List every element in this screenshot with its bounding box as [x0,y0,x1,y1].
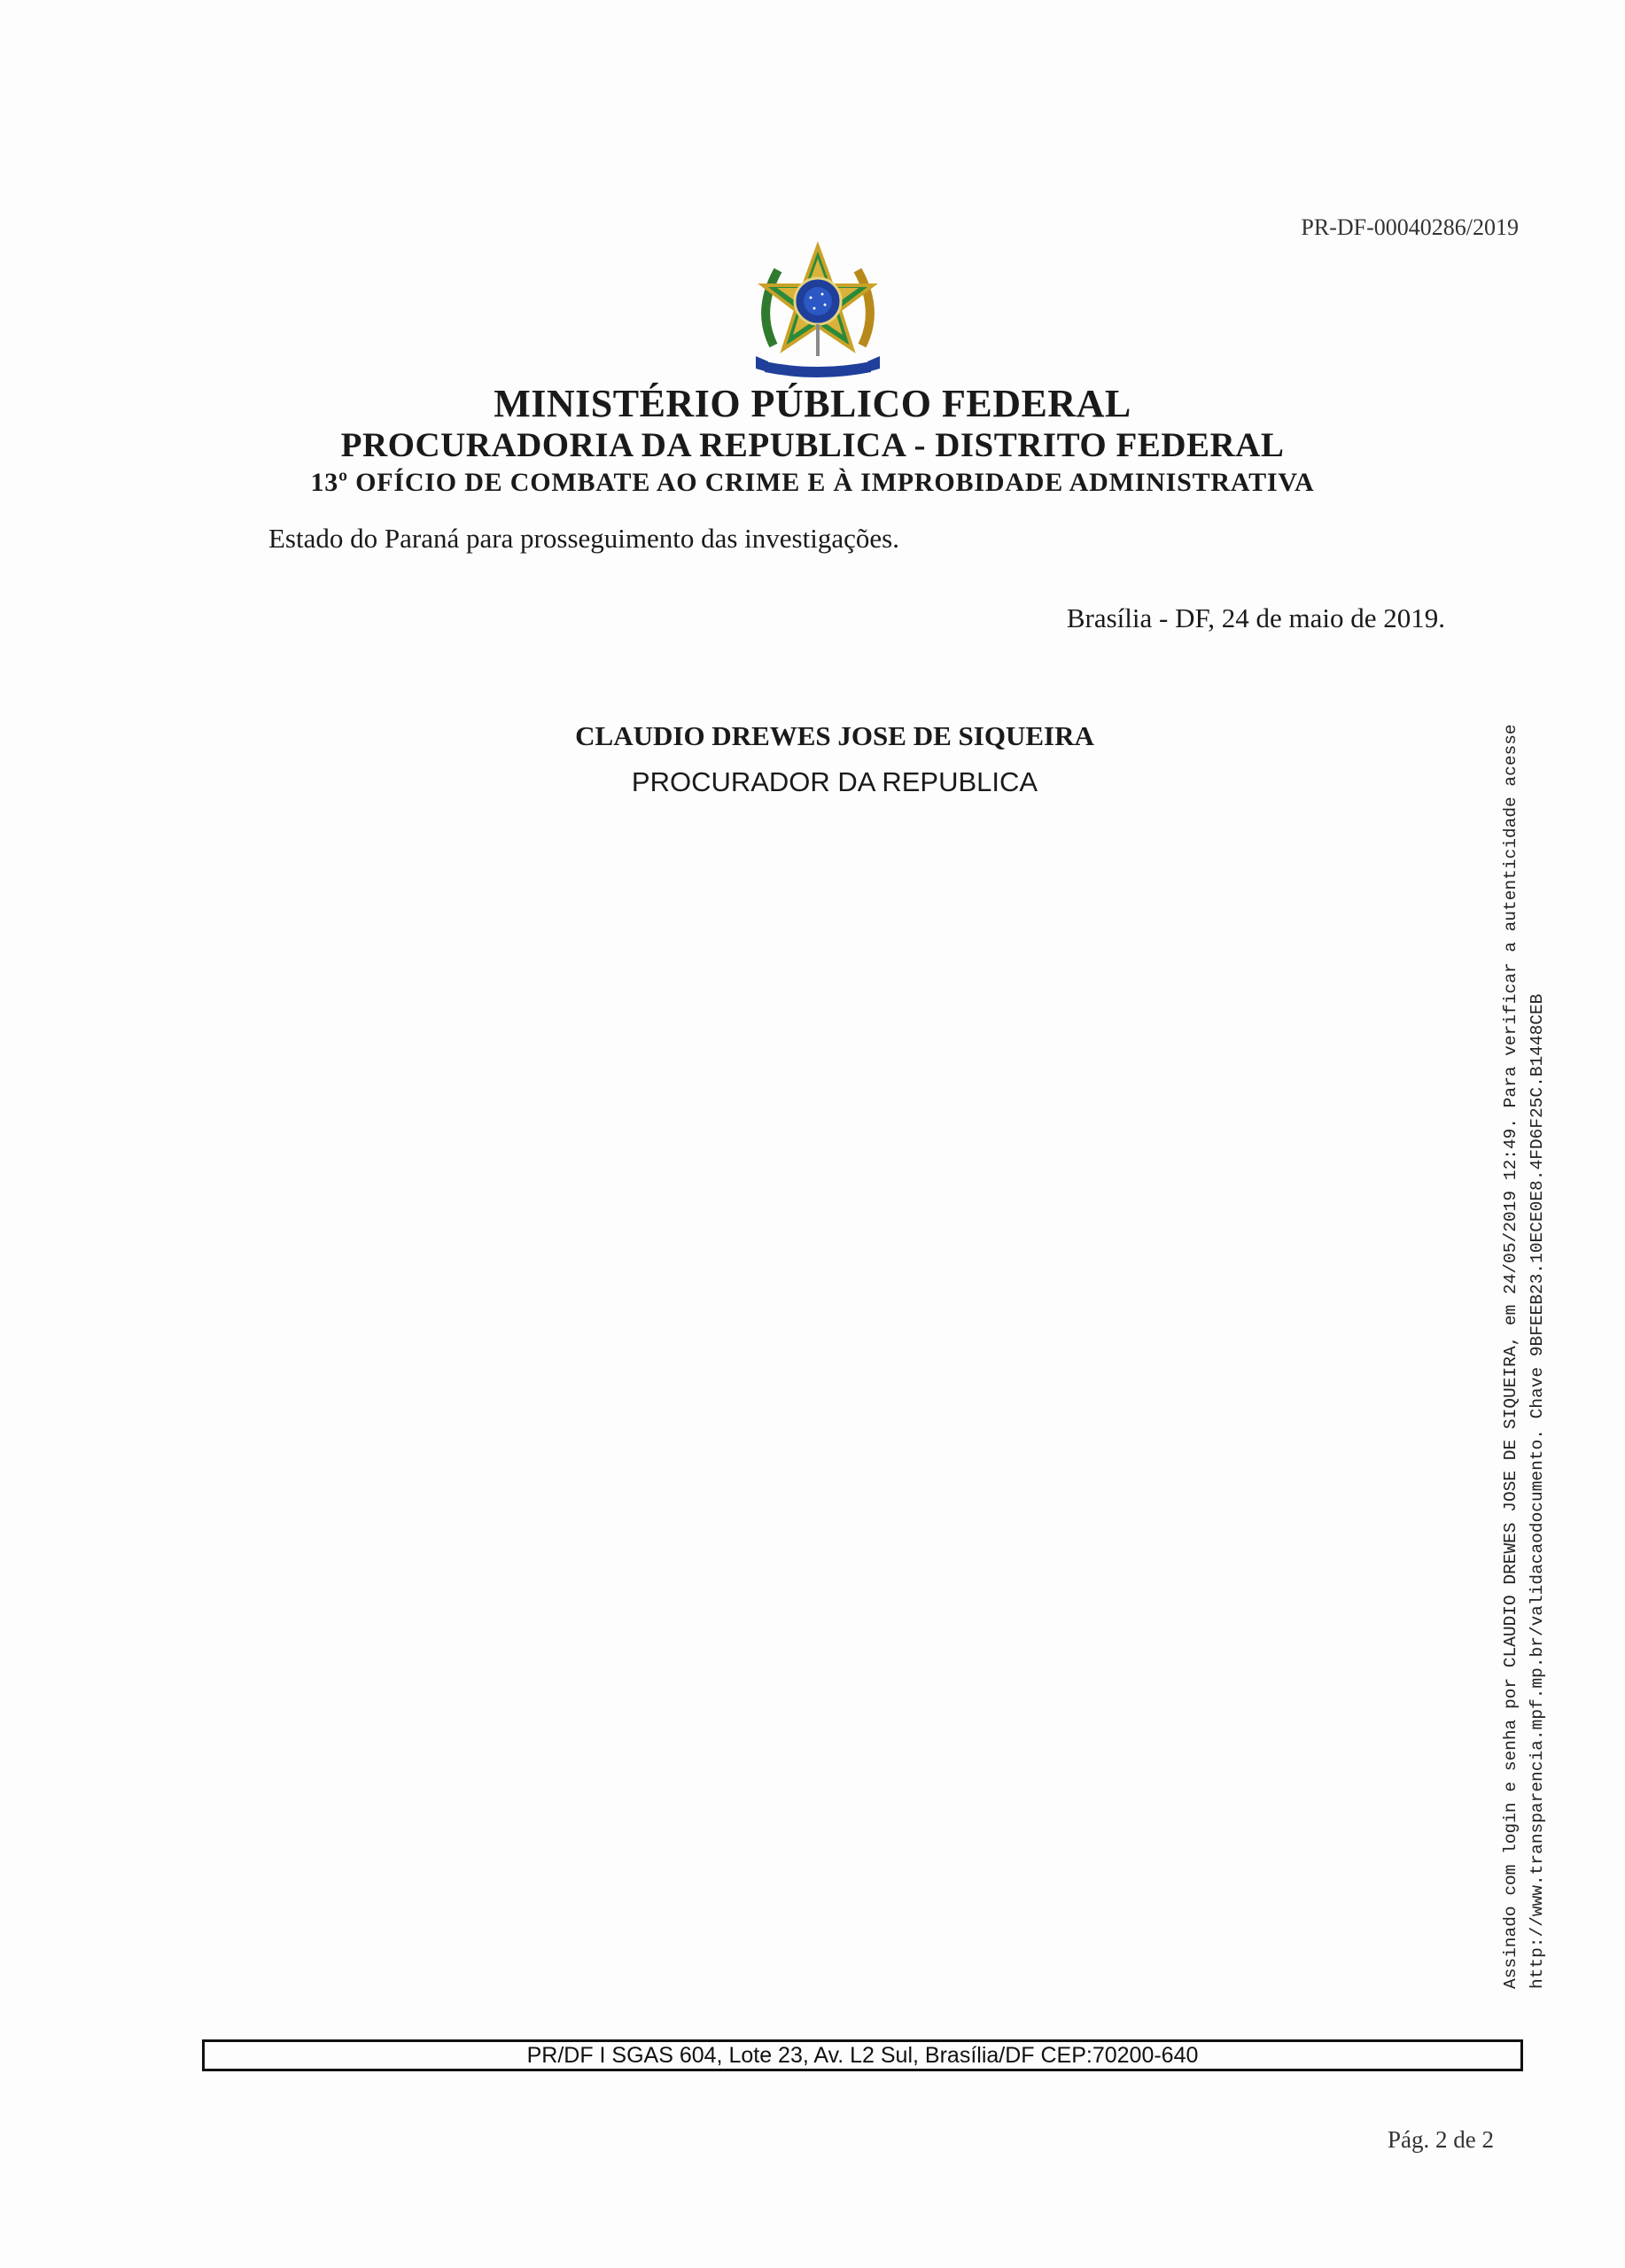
digital-signature-stamp [1497,483,1551,1989]
body-text: Estado do Paraná para prosseguimento das investigações. [268,523,899,554]
footer-address: PR/DF I SGAS 604, Lote 23, Av. L2 Sul, Brasília/DF CEP:70200-640 [202,2039,1523,2071]
header-ministry: MINISTÉRIO PÚBLICO FEDERAL [494,382,1131,425]
signer-name: CLAUDIO DREWES JOSE DE SIQUEIRA [575,720,1094,751]
document-number: PR-DF-00040286/2019 [1301,214,1519,240]
signature-stamp-line-1: Assinado com login e senha por CLAUDIO DREWES JOSE DE SIQUEIRA, em 24/05/2019 12:49. Para verificar a autenticidade acesse [1501,724,1520,1989]
date-line: Brasília - DF, 24 de maio de 2019. [1066,602,1445,633]
header-procuradoria: PROCURADORIA DA REPUBLICA - DISTRITO FEDERAL [340,426,1285,464]
header-office: 13º OFÍCIO DE COMBATE AO CRIME E À IMPROBIDADE ADMINISTRATIVA [310,468,1315,497]
brazil-coat-of-arms-icon [747,239,889,381]
signer-title: PROCURADOR DA REPUBLICA [631,766,1038,797]
page-number: Pág. 2 de 2 [1388,2126,1494,2153]
signature-stamp-line-2: http://www.transparencia.mpf.mp.br/validacaodocumento. Chave 9BFEEB23.10ECE0E8.4FD6F25C.B1448CEB [1528,993,1547,1989]
